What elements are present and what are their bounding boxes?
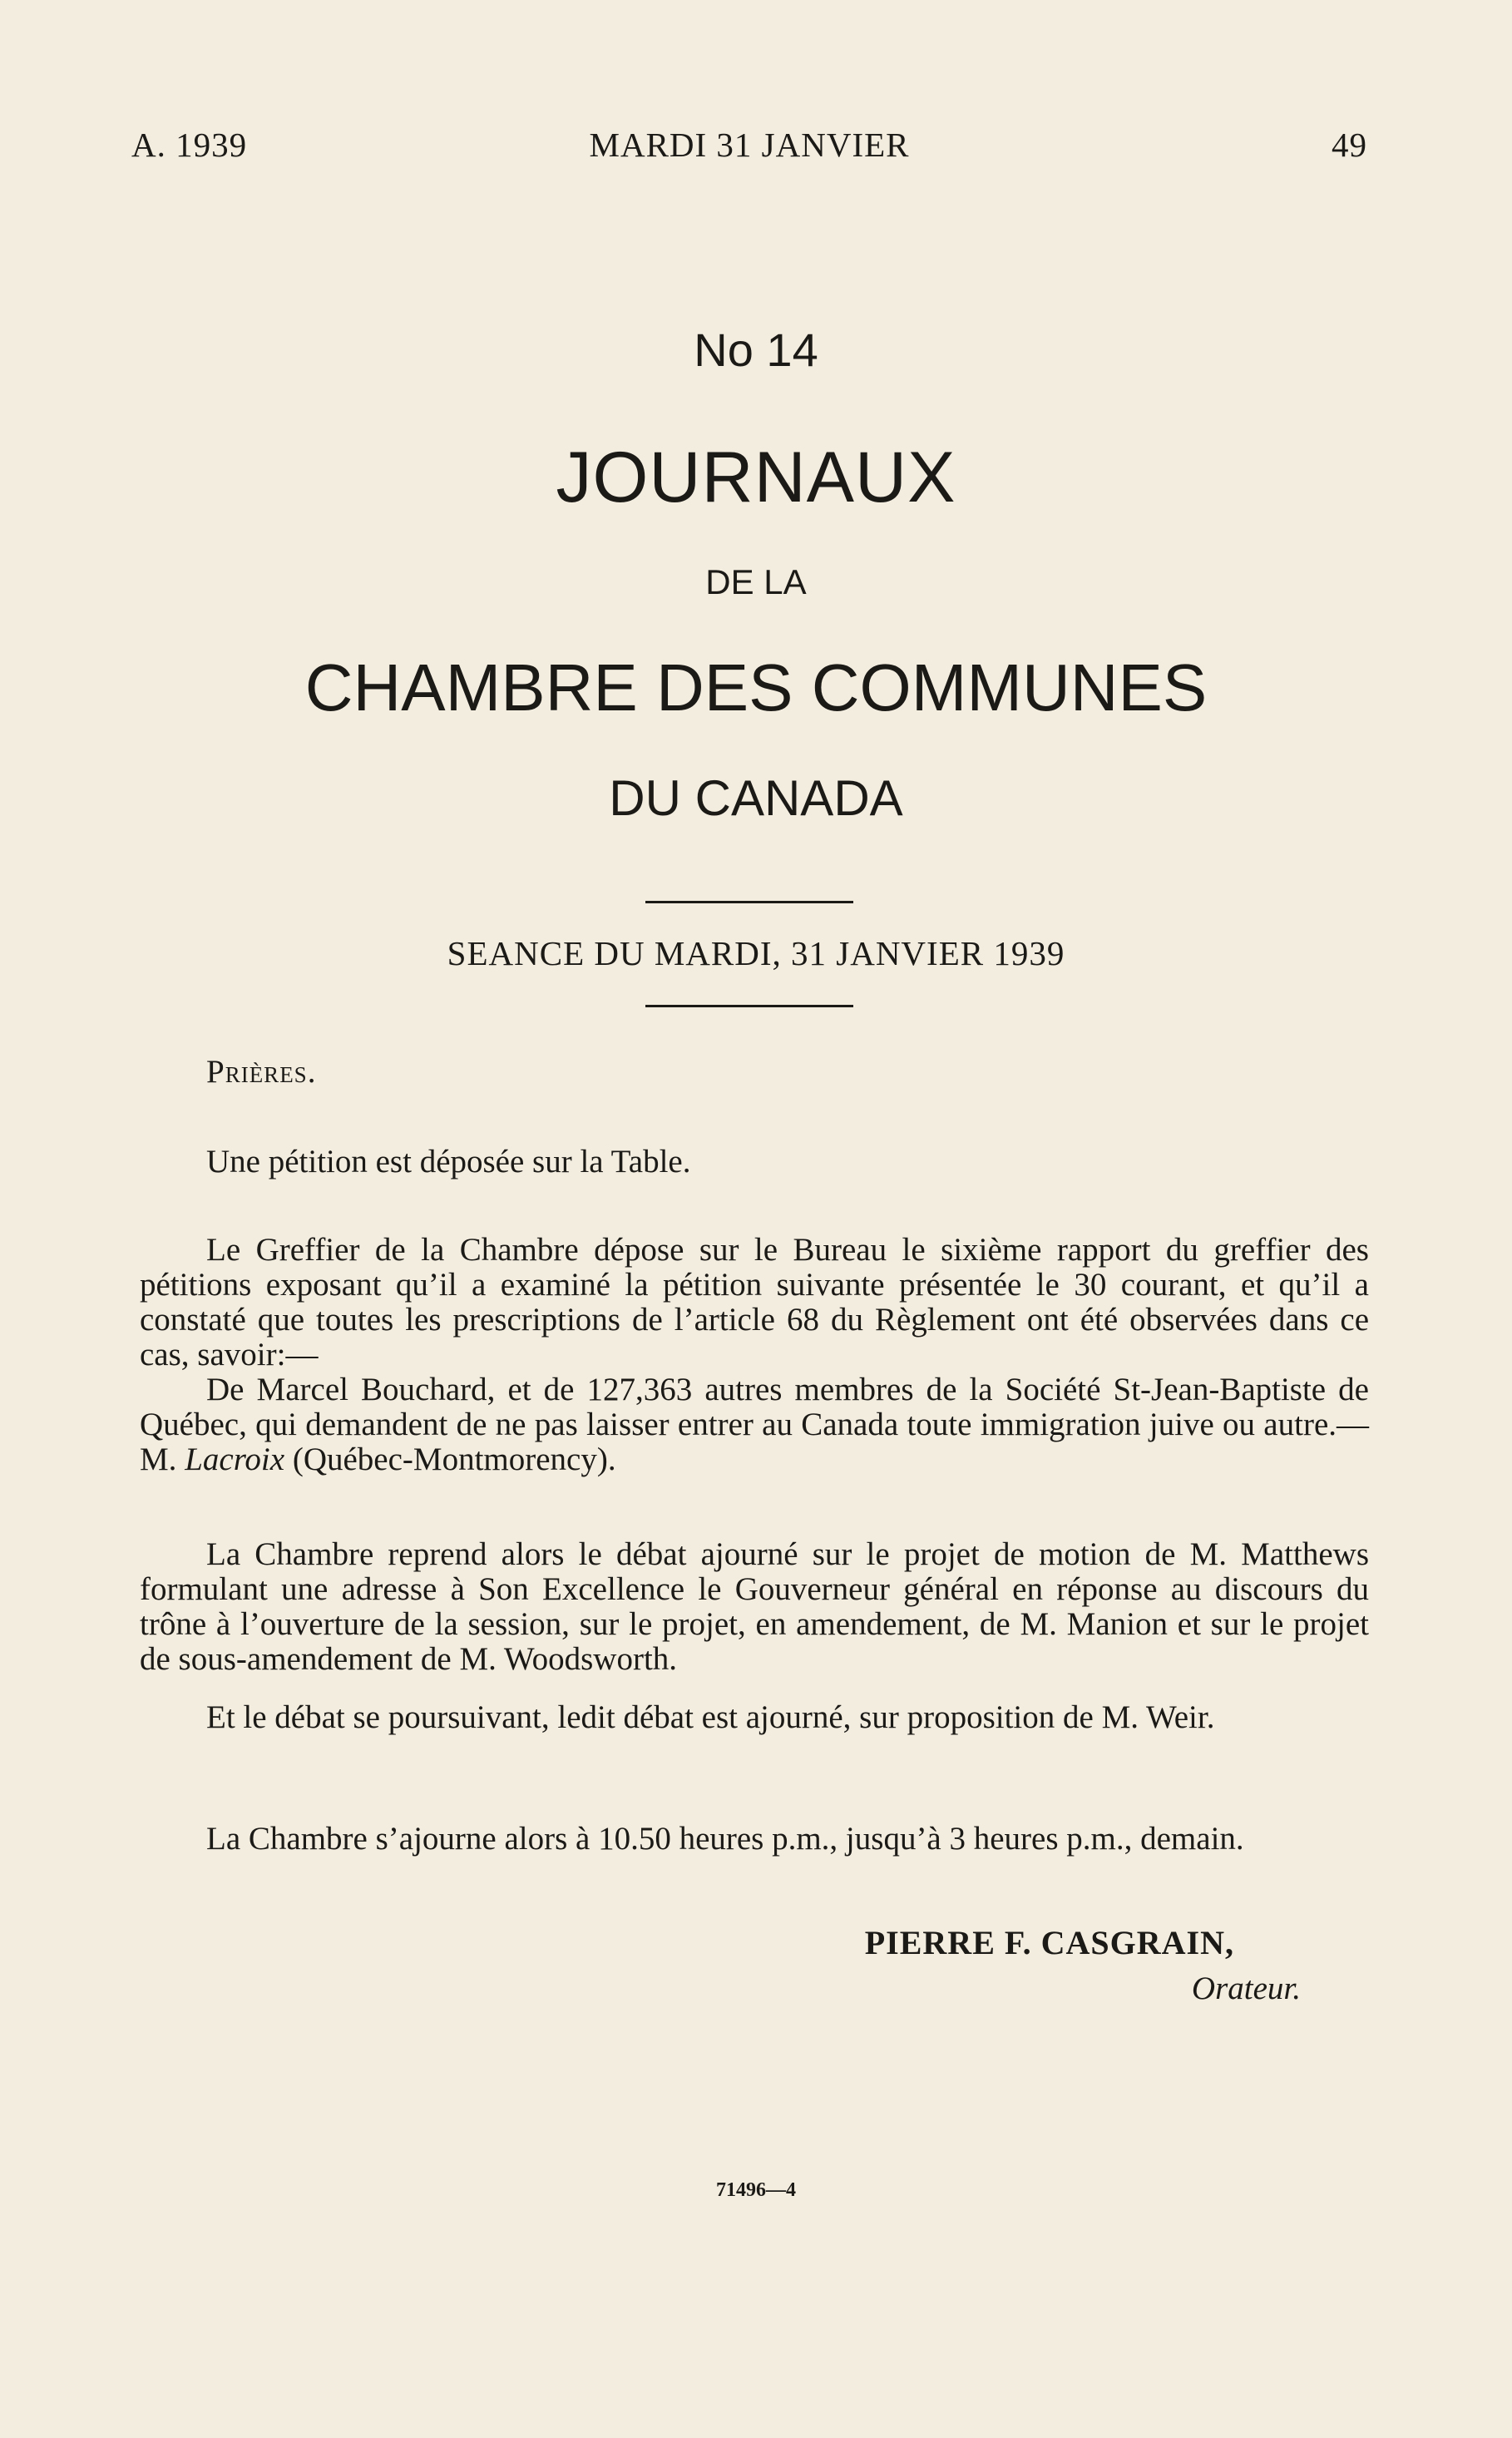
footer-code: 71496—4	[716, 2179, 796, 2201]
title-de-la: DE LA	[705, 562, 807, 601]
title-canada: DU CANADA	[609, 770, 903, 826]
speaker-title: Orateur.	[1191, 1971, 1301, 2006]
divider-top	[645, 901, 853, 903]
prieres-label: Prières.	[206, 1054, 317, 1090]
bouchard-text-start: De Marcel Bouchard, et de 127,363 autres membres de la Société St-Jean-Baptiste de Québec, qui demandent de ne pas laisser entrer au Canada toute immigration juive ou autre.—M.	[140, 1372, 1369, 1477]
greffier-paragraph	[140, 1233, 1369, 1372]
speaker-name: PIERRE F. CASGRAIN,	[864, 1924, 1234, 1961]
title-journaux: JOURNAUX	[556, 438, 956, 517]
petition-statement: Une pétition est déposée sur la Table.	[206, 1144, 691, 1179]
suite-paragraph	[140, 1700, 1369, 1735]
greffier-text: Le Greffier de la Chambre dépose sur le Bureau le sixième rapport du greffier des pétitions exposant qu’il a examiné la pétition suivante présentée le 30 courant, et qu’il a constaté que toutes les prescriptions de l’article 68 du Règlement ont été observées dans ce cas, savoir:—	[140, 1232, 1369, 1372]
bouchard-text-end: (Québec-Montmorency).	[284, 1442, 616, 1477]
page-number: 49	[1332, 126, 1367, 164]
running-head-date: MARDI 31 JANVIER	[589, 126, 910, 164]
suite-text: Et le débat se poursuivant, ledit débat est ajourné, sur proposition de M. Weir.	[206, 1699, 1215, 1735]
ajourne-text: La Chambre s’ajourne alors à 10.50 heures p.m., jusqu’à 3 heures p.m., demain.	[206, 1821, 1244, 1857]
session-heading: SEANCE DU MARDI, 31 JANVIER 1939	[447, 934, 1065, 972]
debat-paragraph	[140, 1537, 1369, 1677]
bouchard-text	[140, 1372, 1369, 1477]
issue-number: No 14	[694, 324, 818, 376]
divider-bottom	[645, 1005, 853, 1007]
bouchard-member-name: Lacroix	[185, 1442, 285, 1477]
ajourne-paragraph	[140, 1822, 1369, 1857]
running-head-year: A. 1939	[131, 126, 248, 164]
title-chambre: CHAMBRE DES COMMUNES	[304, 650, 1208, 724]
debat-text: La Chambre reprend alors le débat ajourné sur le projet de motion de M. Matthews formulant une adresse à Son Excellence le Gouverneur général en réponse au discours du trône à l’ouverture de la session, sur le projet, en amendement, de M. Manion et sur le projet de sous-amendement de M. Woodsworth.	[140, 1536, 1369, 1677]
bouchard-paragraph	[140, 1372, 1369, 1477]
running-head	[131, 125, 1367, 166]
